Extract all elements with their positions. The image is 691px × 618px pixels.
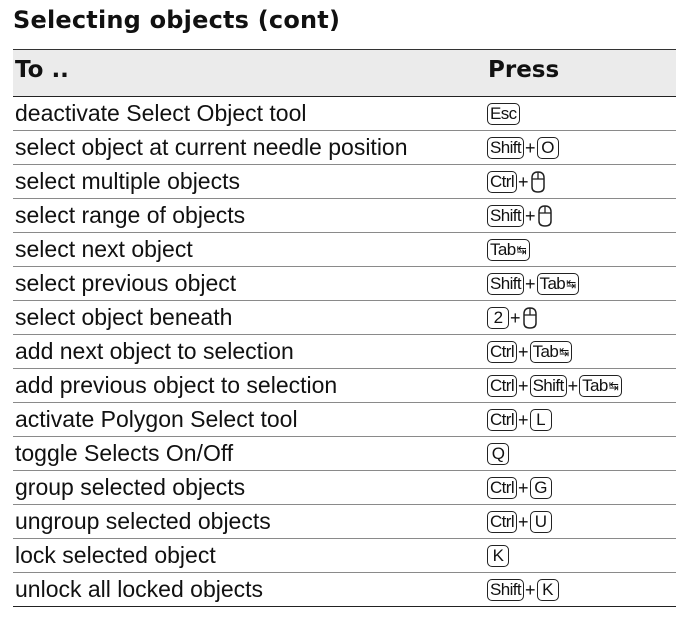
keycap-label: Shift (490, 274, 522, 293)
keycap-tab (537, 273, 580, 295)
keycap-ctrl (487, 375, 517, 397)
keycap-u (530, 511, 552, 533)
key-combination (487, 272, 579, 296)
key-combination (487, 102, 520, 126)
table-row (13, 199, 676, 233)
action-text: select previous object (15, 270, 237, 296)
keycap-shift (487, 579, 524, 601)
table-row (13, 573, 676, 607)
key-combination (487, 476, 552, 500)
keycap-ctrl (487, 409, 517, 431)
action-text: select range of objects (15, 202, 246, 228)
plus-sign: + (567, 375, 579, 396)
keycap-label: Ctrl (490, 376, 515, 395)
shortcut-table (13, 49, 676, 607)
key-combination (487, 408, 552, 432)
keycap-k (537, 579, 559, 601)
action-text: select object beneath (15, 304, 233, 330)
plus-sign: + (518, 409, 529, 430)
keycap-label: Shift (490, 206, 522, 225)
plus-sign: + (525, 579, 536, 600)
table-row (13, 505, 676, 539)
keycap-shift (530, 375, 567, 397)
keycap-label: Esc (490, 104, 517, 123)
keycap-label: U (534, 512, 547, 531)
table-row (13, 471, 676, 505)
plus-sign: + (518, 171, 529, 192)
keycap-2 (487, 307, 509, 329)
plus-sign: + (525, 205, 536, 226)
keycap-q (487, 443, 509, 465)
keycap-label: Tab (490, 240, 516, 259)
table-row (13, 539, 676, 573)
tab-arrows-icon: ↹ (566, 277, 577, 291)
keycap-label: Q (491, 444, 505, 463)
keycap-label: Shift (532, 376, 564, 395)
plus-sign: + (518, 375, 529, 396)
action-text: select multiple objects (15, 168, 240, 194)
keycap-label: Tab (532, 342, 559, 361)
page-title: Selecting objects (cont) (13, 6, 341, 34)
mouse-icon (537, 205, 553, 227)
keycap-g (530, 477, 552, 499)
mouse-icon (522, 307, 538, 329)
action-text: lock selected object (15, 542, 216, 568)
keycap-label: Shift (490, 138, 522, 157)
keycap-label: Ctrl (490, 342, 515, 361)
table-header (13, 50, 676, 97)
key-combination (487, 544, 509, 568)
action-text: select next object (15, 236, 193, 262)
keycap-label: Shift (490, 580, 522, 599)
key-combination (487, 578, 559, 602)
keycap-ctrl (487, 511, 517, 533)
keycap-label: Tab (539, 274, 566, 293)
header-action: To .. (15, 57, 69, 83)
tab-arrows-icon: ↹ (559, 345, 570, 359)
plus-sign: + (518, 341, 529, 362)
tab-arrows-icon: ↹ (516, 243, 527, 257)
keycap-label: Ctrl (490, 410, 515, 429)
table-row (13, 233, 676, 267)
table-row (13, 369, 676, 403)
plus-sign: + (525, 137, 536, 158)
key-combination (487, 374, 622, 398)
table-row (13, 97, 676, 131)
keycap-label: Ctrl (490, 172, 515, 191)
keycap-shift (487, 205, 524, 227)
plus-sign: + (518, 477, 529, 498)
action-text: toggle Selects On/Off (15, 440, 234, 466)
table-row (13, 131, 676, 165)
keycap-l (530, 409, 552, 431)
key-combination (487, 136, 559, 160)
keycap-esc (487, 103, 520, 125)
table-row (13, 267, 676, 301)
table-row (13, 437, 676, 471)
keycap-label: K (492, 546, 504, 565)
key-combination (487, 170, 546, 194)
keycap-tab (487, 239, 530, 261)
keycap-label: O (541, 138, 554, 157)
keycap-ctrl (487, 477, 517, 499)
keycap-label: 2 (493, 308, 503, 327)
action-text: add next object to selection (15, 338, 294, 364)
keycap-label: Ctrl (490, 512, 515, 531)
key-combination (487, 442, 509, 466)
table-row (13, 335, 676, 369)
key-combination (487, 340, 572, 364)
header-keys: Press (488, 57, 560, 83)
keycap-label: K (542, 580, 553, 599)
action-text: activate Polygon Select tool (15, 406, 298, 432)
keycap-tab (579, 375, 622, 397)
keycap-ctrl (487, 171, 517, 193)
keycap-tab (530, 341, 573, 363)
table-row (13, 301, 676, 335)
key-combination (487, 510, 552, 534)
action-text: ungroup selected objects (15, 508, 271, 534)
action-text: group selected objects (15, 474, 246, 500)
keycap-k (487, 545, 509, 567)
keycap-shift (487, 273, 524, 295)
keycap-ctrl (487, 341, 517, 363)
action-text: unlock all locked objects (15, 576, 264, 602)
keycap-shift (487, 137, 524, 159)
table-row (13, 165, 676, 199)
action-text: select object at current needle position (15, 134, 408, 160)
plus-sign: + (510, 307, 521, 328)
plus-sign: + (518, 511, 529, 532)
key-combination (487, 204, 553, 228)
keycap-o (537, 137, 559, 159)
action-text: add previous object to selection (15, 372, 338, 398)
plus-sign: + (525, 273, 536, 294)
tab-arrows-icon: ↹ (608, 379, 619, 393)
keycap-label: G (534, 478, 547, 497)
table-body (13, 97, 676, 607)
keycap-label: L (536, 410, 545, 429)
table-row (13, 403, 676, 437)
mouse-icon (530, 171, 546, 193)
key-combination (487, 238, 530, 262)
keycap-label: Ctrl (490, 478, 515, 497)
key-combination (487, 306, 538, 330)
action-text: deactivate Select Object tool (15, 100, 307, 126)
keycap-label: Tab (582, 376, 608, 395)
